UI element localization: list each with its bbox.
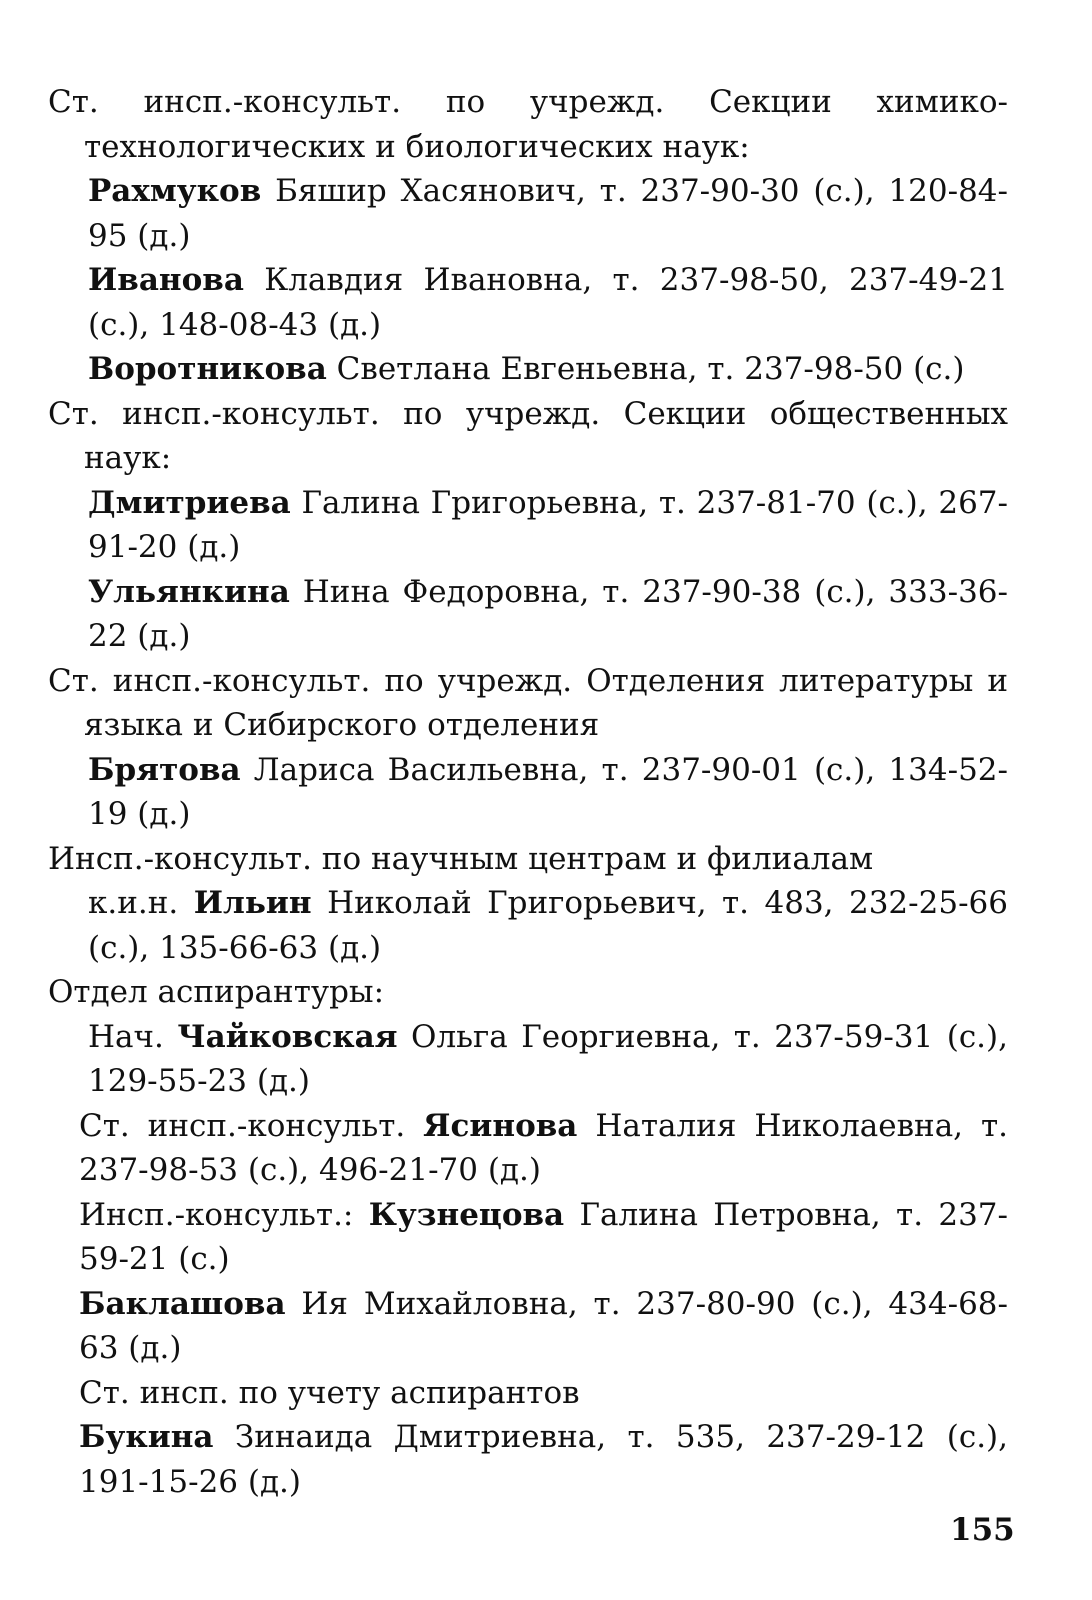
entry-rakhmukov: Рахмуков Бяшир Хасянович, т. 237-90-30 (с.), 120-84-95 (д.) [88, 173, 1008, 254]
entry-surname: Ясинова [423, 1107, 578, 1144]
entry-ilyin: к.и.н. Ильин Николай Григорьевич, т. 483, 232-25-66 (с.), 135-66-63 (д.) [88, 885, 1008, 966]
entry-chaikovskaya: Нач. Чайковская Ольга Георгиевна, т. 237-59-31 (с.), 129-55-23 (д.) [88, 1018, 1008, 1099]
entry-surname: Букина [79, 1419, 214, 1455]
entry-surname: Дмитриева [88, 484, 291, 521]
entry-surname: Кузнецова [368, 1196, 565, 1233]
directory-list [48, 80, 1008, 1504]
entry-baklashova: Баклашова Ия Михайловна, т. 237-80-90 (с.), 434-68-63 (д.) [79, 1285, 1008, 1366]
entry-yasinova: Ст. инсп.-консульт. Ясинова Наталия Николаевна, т. 237-98-53 (с.), 496-21-70 (д.) [79, 1107, 1008, 1188]
entry-bryatova: Брятова Лариса Васильевна, т. 237-90-01 (с.), 134-52-19 (д.) [88, 751, 1008, 832]
entry-surname: Ильин [193, 885, 312, 921]
section-heading-centers: Инсп.-консульт. по научным центрам и филиалам [48, 840, 874, 877]
entry-ulyankina: Ульянкина Нина Федоровна, т. 237-90-38 (с.), 333-36-22 (д.) [88, 573, 1008, 654]
section-heading-literature: Ст. инсп.-консульт. по учрежд. Отделения литературы и языка и Сибирского отделения [48, 662, 1008, 743]
entry-bukina: Букина Зинаида Дмитриевна, т. 535, 237-29-12 (с.), 191-15-26 (д.) [79, 1419, 1008, 1500]
entry-kuznetsova: Инсп.-консульт.: Кузнецова Галина Петровна, т. 237-59-21 (с.) [79, 1196, 1008, 1277]
entry-dmitrieva: Дмитриева Галина Григорьевна, т. 237-81-70 (с.), 267-91-20 (д.) [88, 484, 1008, 565]
entry-ivanova: Иванова Клавдия Ивановна, т. 237-98-50, 237-49-21 (с.), 148-08-43 (д.) [88, 262, 1008, 343]
entry-surname: Брятова [88, 751, 241, 788]
subheading-aspirant-records: Ст. инсп. по учету аспирантов [79, 1374, 580, 1411]
entry-surname: Воротникова [88, 351, 327, 387]
entry-surname: Рахмуков [88, 173, 262, 209]
section-heading-chem-bio: Ст. инсп.-консульт. по учрежд. Секции химико-технологических и биологических наук: [48, 84, 1008, 165]
entry-surname: Ульянкина [88, 573, 290, 610]
section-heading-social: Ст. инсп.-консульт. по учрежд. Секции общественных наук: [48, 395, 1008, 476]
section-heading-aspirantura: Отдел аспирантуры: [48, 974, 385, 1010]
entry-surname: Баклашова [79, 1285, 286, 1322]
entry-surname: Иванова [88, 262, 244, 298]
page-number: 155 [950, 1512, 1015, 1548]
entry-surname: Чайковская [177, 1018, 398, 1055]
entry-vorotnikova: Воротникова Светлана Евгеньевна, т. 237-98-50 (с.) [88, 351, 965, 387]
